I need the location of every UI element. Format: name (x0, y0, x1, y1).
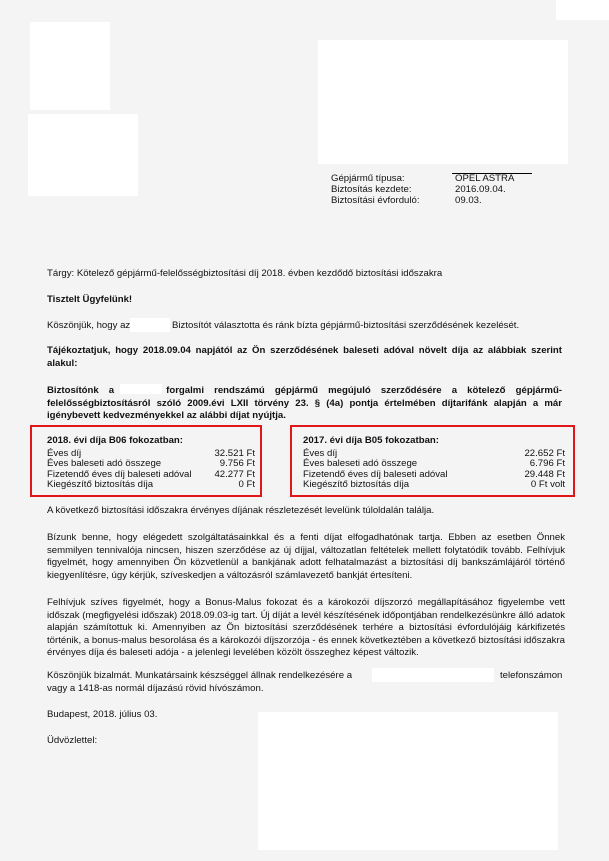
details-line: A következő biztosítási időszakra érvényes díjának részletezését levelünk túloldalán találja. (47, 505, 435, 516)
paragraph-bonus-malus: Felhívjuk szíves figyelmét, hogy a Bonus-Malus fokozat és a károkozói díjszorzó megállapításához figyelembe vett időszak (megfigyelési időszak) 2018.09.03-ig tart. Új díját a levél készítésének időpontjában rendelkezésünkre álló adatok alapján számítottuk ki. Amennyiben az Ön biztosítási szerződésének terhére a biztosítási évfordulójáig kárkifizetés történik, a bonus-malus besorolása és a károkozói díjszorzója - és ennek következtében a következő biztosítási időszakra érvényes díja és baleseti adója - a jelenlegi levelében közölt összeghez képest változik. (47, 597, 565, 659)
fee-2017-extra-label: Kiegészítő biztosítás díja (303, 479, 410, 491)
anniversary-row (331, 196, 514, 207)
offer-start: Biztosítónk a (47, 385, 115, 396)
inform-paragraph: Tájékoztatjuk, hogy 2018.09.04 napjától az Ön szerződésének baleseti adóval növelt díja az alábbiak szerint alakul: (47, 345, 562, 369)
regards: Üdvözlettel: (47, 735, 98, 746)
vehicle-type-label: Gépjármű típusa: (331, 173, 405, 184)
redacted-sender (28, 114, 138, 196)
fee-2018-heading: 2018. évi díja B06 fokozatban: (47, 435, 183, 446)
fee-2018-total-value: 42.277 Ft (214, 468, 255, 480)
insurance-start-label: Biztosítás kezdete: (331, 183, 412, 195)
redacted-signature (258, 712, 558, 850)
fee-2017-tax-value: 6.796 Ft (529, 458, 565, 470)
redacted-logo (30, 22, 110, 110)
insurance-start-value: 2016.09.04. (455, 183, 506, 195)
fee-2017-heading: 2017. évi díja B05 fokozatban: (303, 435, 439, 446)
redacted-address (318, 40, 568, 164)
fee-2017-annual-label: Éves díj (303, 447, 338, 459)
redacted-plate (120, 384, 162, 394)
closing-start: Köszönjük bizalmát. Munkatársaink készséggel állnak rendelkezésére a (47, 670, 353, 681)
offer-paragraph (47, 384, 562, 423)
fee-2017-extra-value: 0 Ft volt (530, 479, 565, 491)
fee-2017-total-value: 29.448 Ft (524, 468, 565, 480)
fee-2018-extra-label: Kiegészítő biztosítás díja (47, 479, 154, 491)
subject-line: Tárgy: Kötelező gépjármű-felelősségbiztosítási díj 2018. évben kezdődő biztosítási időszakra (47, 268, 443, 279)
salutation: Tisztelt Ügyfelünk! (47, 294, 133, 305)
vehicle-info (331, 174, 514, 206)
fee-2018 (47, 436, 255, 491)
fee-2018-extra-value: 0 Ft (238, 479, 255, 491)
thanks-start: Köszönjük, hogy az (47, 320, 131, 331)
anniversary-value: 09.03. (455, 194, 482, 206)
fee-2018-tax-label: Éves baleseti adó összege (47, 458, 162, 470)
closing-shortcode: vagy a 1418-as normál díjazású rövid hívószámon. (47, 683, 264, 694)
fee-2017-extra-row (303, 480, 565, 491)
redacted-corner (556, 0, 609, 20)
paragraph-satisfaction: Bízunk benne, hogy elégedett szolgáltatásainkkal és a fenti díjat elfogadhatónak tartja. Ebben az esetben Önnek semmilyen tennivalója nincsen, hiszen szerződése az új díjjal, változatlan feltételek mellett folytatódik tovább. Felhívjuk figyelmét, hogy amennyiben Ön közvetlenül a bankjának adott felhatalmazást a biztosítási díj bankszámlájáról történő kiegyenlítésre, úgy kérjük, szíveskedjen a változásról számlavezető bankját értesíteni. (47, 532, 565, 581)
place-date: Budapest, 2018. július 03. (47, 709, 158, 720)
offer-end: forgalmi rendszámú gépjármű megújuló szerződésére a kötelező gépjármű-felelősségbiztosításról szóló 2009.évi LXII törvény 23. § (4a) pontja értelmében díjtarifánk alapján a már igénybevett kedvezményekkel az alábbi díjat nyújtja. (47, 385, 562, 422)
fee-2017-tax-label: Éves baleseti adó összege (303, 458, 418, 470)
fee-2018-tax-value: 9.756 Ft (219, 458, 255, 470)
fee-2018-extra-row (47, 480, 255, 491)
redacted-phone (372, 668, 494, 682)
redacted-insurer-name (130, 318, 170, 332)
thanks-end: Biztosítót választotta és ránk bízta gépjármű-biztosítási szerződésének kezelését. (172, 320, 520, 331)
fee-2018-total-label: Fizetendő éves díj baleseti adóval (47, 468, 192, 480)
fee-2017-annual-value: 22.652 Ft (524, 447, 565, 459)
anniversary-label: Biztosítási évforduló: (331, 194, 420, 206)
fee-2018-annual-label: Éves díj (47, 447, 82, 459)
closing-phone-suffix: telefonszámon (500, 670, 563, 681)
vehicle-type-value: OPEL ASTRA (455, 173, 515, 184)
insurance-start-row (331, 185, 514, 196)
fee-2017 (303, 436, 565, 491)
fee-2018-annual-value: 32.521 Ft (214, 447, 255, 459)
fee-2017-total-label: Fizetendő éves díj baleseti adóval (303, 468, 448, 480)
